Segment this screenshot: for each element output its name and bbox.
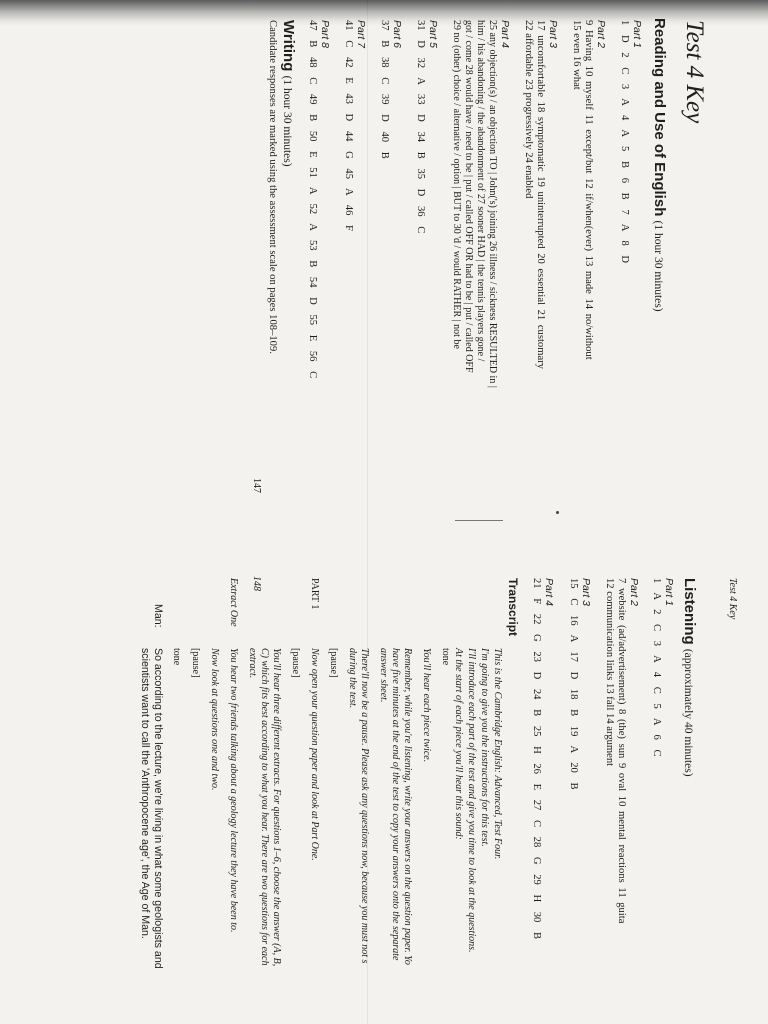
reading-part4-line1: 25 any objection(s) / an objection TO | John('s) joining 26 illness / sickness RESULTED in | <box>487 20 498 388</box>
transcript-extracts-3: extract. <box>247 648 258 679</box>
page-number-147: 147 <box>251 478 262 493</box>
reading-duration: (1 hour 30 minutes) <box>652 220 664 312</box>
running-head: Test 4 Key <box>727 578 738 620</box>
reading-part6-answers: 37 B 38 C 39 D 40 B <box>379 20 390 159</box>
transcript-remember-1: Remember, while you're listening, write your answers on the question paper. Yo <box>402 648 413 965</box>
transcript-extracts-2: C) which fits best according to what you hear. There are two questions for each <box>259 648 270 966</box>
transcript-look-questions: Now look at questions one and two. <box>209 648 220 791</box>
transcript-man-line-1: So according to the lecture, we're living in what some geologists and <box>152 648 164 969</box>
reading-part6-label: Part 6 <box>391 20 403 49</box>
listening-part1-answers: 1 A 2 C 3 A 4 C 5 A 6 C <box>651 578 662 757</box>
transcript-remember-2: have five minutes at the end of the test to copy your answers onto the separate <box>390 648 401 961</box>
gutter-mark <box>455 520 503 521</box>
listening-part4-label: Part 4 <box>543 578 555 607</box>
transcript-intro-4: At the start of each piece you'll hear this sound: <box>453 648 464 840</box>
reading-part7-answers: 41 C 42 E 43 D 44 G 45 A 46 F <box>343 20 354 231</box>
reading-heading-text: Reading and Use of English <box>651 18 668 217</box>
listening-heading <box>681 578 698 777</box>
listening-part3-label: Part 3 <box>580 578 592 607</box>
transcript-intro-1: This is the Cambridge English: Advanced, Test Four. <box>492 648 503 860</box>
page-number-148: 148 <box>251 576 262 591</box>
listening-part4-answers: 21 F 22 G 23 D 24 B 25 H 26 E 27 C 28 G 29 H 30 B <box>531 578 542 940</box>
reading-part2-line1: 9 Having 10 myself 11 except/but 12 if/when(ever) 13 made 14 no/without <box>583 20 594 360</box>
transcript-pause-2: [pause] <box>290 648 301 678</box>
reading-part8-answers: 47 B 48 C 49 B 50 E 51 A 52 A 53 B 54 D 55 E 56 C <box>307 20 318 379</box>
transcript-remember-3: answer sheet. <box>378 648 389 703</box>
transcript-pause-note-1: There'll now be a pause. Please ask any questions now, because you must not s <box>359 648 370 964</box>
listening-part2-line1: 7 website (ad/advertisement) 8 (the) sun 9 oval 10 mental reactions 11 guita <box>616 578 627 924</box>
listening-part2-label: Part 2 <box>628 578 640 607</box>
transcript-two-friends: You hear two friends talking about a geology lecture they have been to. <box>228 648 239 933</box>
transcript-extracts-1: You'll hear three different extracts. For questions 1–6, choose the answer (A, B, <box>271 648 282 967</box>
reading-part4-line2: him / his abandoning / the abandonment of 27 sooner HAD | the tennis players gone / <box>475 20 486 362</box>
listening-duration: (approximately 40 minutes) <box>682 648 694 777</box>
writing-heading-text: Writing <box>280 20 297 72</box>
reading-part7-label: Part 7 <box>355 20 367 49</box>
reading-part8-label: Part 8 <box>319 20 331 49</box>
writing-note: Candidate responses are marked using the assessment scale on pages 108–109. <box>267 20 278 354</box>
transcript-pause-note-2: during the test. <box>347 648 358 709</box>
listening-part1-label: Part 1 <box>663 578 675 607</box>
listening-part2-line2: 12 communication links 13 fall 14 argument <box>604 578 615 767</box>
transcript-tone-2: tone <box>171 648 182 666</box>
writing-heading <box>280 20 297 167</box>
reading-part1-label: Part 1 <box>631 20 643 49</box>
transcript-heading: Transcript <box>506 578 520 637</box>
transcript-pause-1: [pause] <box>328 648 339 678</box>
reading-part3-label: Part 3 <box>547 20 559 49</box>
reading-part2-label: Part 2 <box>595 20 607 49</box>
reading-part1-answers: 1 D 2 C 3 A 4 A 5 B 6 B 7 A 8 D <box>619 20 630 264</box>
reading-part5-answers: 31 D 32 A 33 D 34 B 35 D 36 C <box>415 20 426 234</box>
transcript-open-paper: Now open your question paper and look at Part One. <box>309 648 320 861</box>
transcript-extract-label: Extract One <box>228 578 239 627</box>
transcript-man-line-2: scientists want to call the 'Anthropocene age', the Age of Man. <box>139 648 151 939</box>
transcript-hear-twice: You'll hear each piece twice. <box>421 648 432 763</box>
reading-part5-label: Part 5 <box>427 20 439 49</box>
gutter-dot <box>556 511 559 514</box>
transcript-part1-label: PART 1 <box>309 578 320 610</box>
transcript-tone-1: tone <box>440 648 451 666</box>
page-title: Test 4 Key <box>681 20 708 124</box>
transcript-pause-3: [pause] <box>190 648 201 678</box>
listening-heading-text: Listening <box>681 578 698 645</box>
reading-part3-line2: 22 affordable 23 progressively 24 enabled <box>523 20 534 199</box>
transcript-speaker-label: Man: <box>152 604 164 628</box>
reading-heading <box>651 18 668 312</box>
reading-part2-line2: 15 even 16 what <box>571 20 582 90</box>
reading-part3-line1: 17 uncomfortable 18 symptomatic 19 uninterrupted 20 essential 21 customary <box>535 20 546 369</box>
listening-part3-answers: 15 C 16 A 17 D 18 B 19 A 20 B <box>568 578 579 790</box>
reading-part4-label: Part 4 <box>499 20 511 49</box>
reading-part4-line4: 29 no (other) choice / alternative / option | BUT to 30 'd / would RATHER | not be <box>451 20 462 349</box>
transcript-intro-2: I'm going to give you the instructions for this test. <box>479 648 490 847</box>
reading-part4-line3: got / come 28 would have / need to be | put / called OFF OR had to be | put / called OFF <box>463 20 474 373</box>
writing-duration: (1 hour 30 minutes) <box>281 75 293 167</box>
transcript-intro-3: I'll introduce each part of the test and give you time to look at the questions. <box>466 648 477 953</box>
